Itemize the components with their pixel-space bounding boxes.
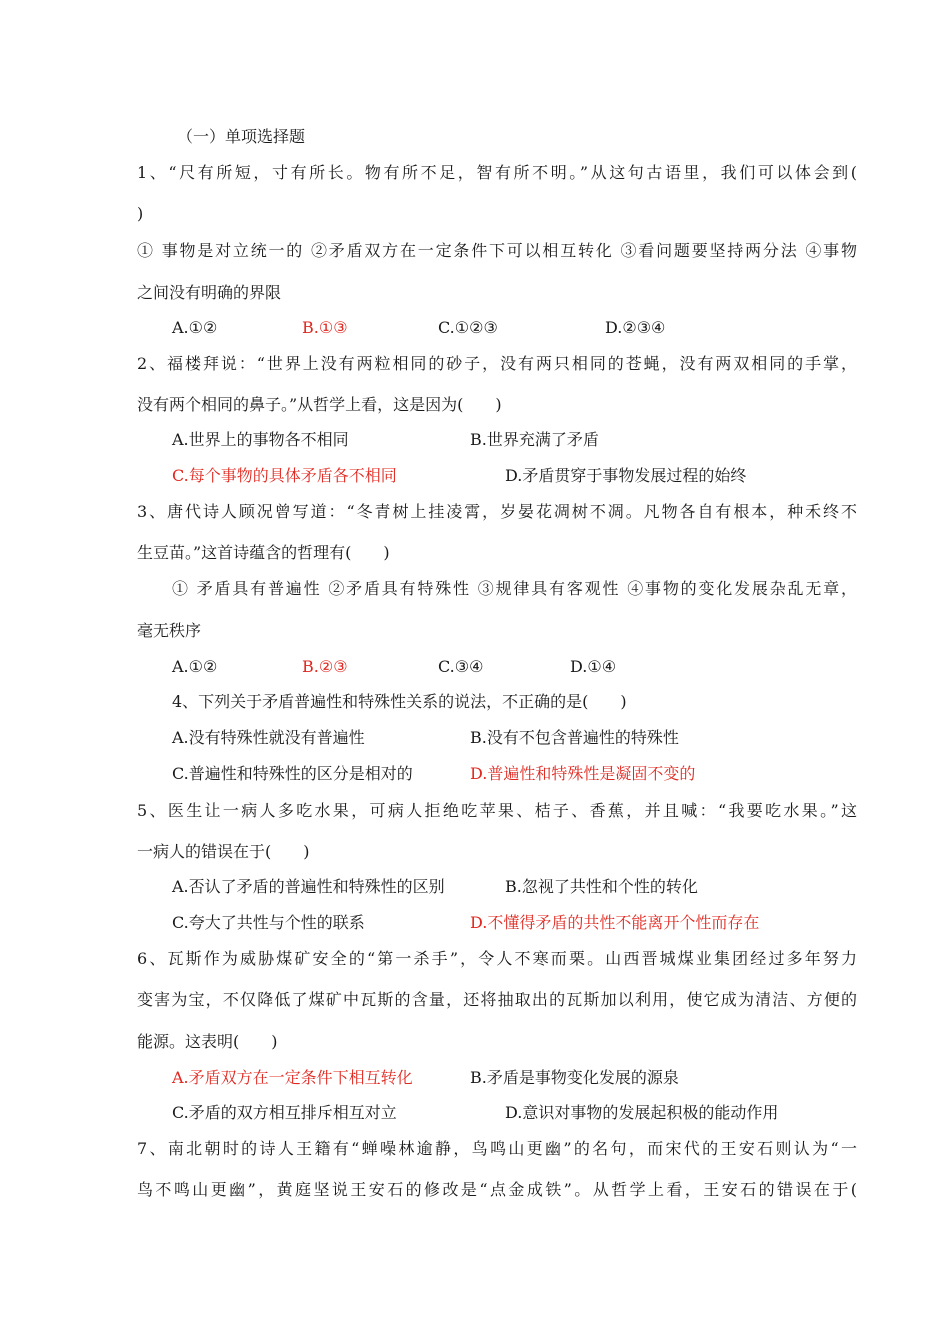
question-4-option-a: A.没有特殊性就没有普遍性	[172, 728, 365, 747]
question-3-statements-line-2: 毫无秩序	[137, 621, 202, 640]
question-2-option-c-answer: C.每个事物的具体矛盾各不相同	[172, 466, 397, 485]
question-4-option-d-answer: D.普遍性和特殊性是凝固不变的	[470, 764, 696, 783]
question-4-stem: 4、下列关于矛盾普遍性和特殊性关系的说法，不正确的是( )	[172, 692, 627, 711]
question-3-statements-line-1: ① 矛盾具有普遍性 ②矛盾具有特殊性 ③规律具有客观性 ④事物的变化发展杂乱无章，	[172, 579, 857, 598]
question-6-stem-line-2: 变害为宝，不仅降低了煤矿中瓦斯的含量，还将抽取出的瓦斯加以利用，使它成为清洁、方便的	[137, 990, 857, 1009]
question-2-option-a: A.世界上的事物各不相同	[172, 430, 349, 449]
question-3-option-c: C.③④	[438, 657, 484, 676]
question-4-option-c: C.普遍性和特殊性的区分是相对的	[172, 764, 413, 783]
question-5-stem-line-2: 一病人的错误在于( )	[137, 842, 310, 861]
question-2-option-d: D.矛盾贯穿于事物发展过程的始终	[505, 466, 747, 485]
question-6-stem-line-1: 6、瓦斯作为威胁煤矿安全的“第一杀手”，令人不寒而栗。山西晋城煤业集团经过多年努力	[137, 949, 857, 968]
question-7-stem-line-1: 7、南北朝时的诗人王籍有“蝉噪林逾静，鸟鸣山更幽”的名句，而宋代的王安石则认为“一	[137, 1139, 857, 1158]
question-5-option-b: B.忽视了共性和个性的转化	[505, 877, 698, 896]
section-title: （一）单项选择题	[177, 127, 306, 146]
question-1-option-b-answer: B.①③	[302, 318, 348, 337]
question-5-option-d-answer: D.不懂得矛盾的共性不能离开个性而存在	[470, 913, 760, 932]
question-2-stem-line-2: 没有两个相同的鼻子。”从哲学上看，这是因为( )	[137, 395, 502, 414]
question-5-stem-line-1: 5、医生让一病人多吃水果，可病人拒绝吃苹果、桔子、香蕉，并且喊：“我要吃水果。”这	[137, 801, 857, 820]
question-6-option-c: C.矛盾的双方相互排斥相互对立	[172, 1103, 397, 1122]
question-6-option-a-answer: A.矛盾双方在一定条件下相互转化	[172, 1068, 413, 1087]
question-5-option-a: A.否认了矛盾的普遍性和特殊性的区别	[172, 877, 445, 896]
question-2-option-b: B.世界充满了矛盾	[470, 430, 599, 449]
question-3-option-d: D.①④	[570, 657, 617, 676]
question-6-stem-line-3: 能源。这表明( )	[137, 1032, 278, 1051]
question-6-option-b: B.矛盾是事物变化发展的源泉	[470, 1068, 679, 1087]
question-1-option-c: C.①②③	[438, 318, 498, 337]
question-4-option-b: B.没有不包含普遍性的特殊性	[470, 728, 679, 747]
question-7-stem-line-2: 鸟不鸣山更幽”，黄庭坚说王安石的修改是“点金成铁”。从哲学上看，王安石的错误在于(	[137, 1180, 857, 1199]
question-1-stem-line-1: 1、“尺有所短，寸有所长。物有所不足，智有所不明。”从这句古语里，我们可以体会到(	[137, 163, 857, 182]
question-5-option-c: C.夸大了共性与个性的联系	[172, 913, 365, 932]
question-3-stem-line-1: 3、唐代诗人顾况曾写道：“冬青树上挂凌霄，岁晏花凋树不凋。凡物各自有根本，种禾终不	[137, 502, 857, 521]
question-1-stem-line-2: )	[137, 204, 144, 223]
question-1-statements-line-1: ① 事物是对立统一的 ②矛盾双方在一定条件下可以相互转化 ③看问题要坚持两分法 ④事物	[137, 241, 857, 260]
question-3-stem-line-2: 生豆苗。”这首诗蕴含的哲理有( )	[137, 543, 390, 562]
question-1-option-d: D.②③④	[605, 318, 666, 337]
question-2-stem-line-1: 2、福楼拜说：“世界上没有两粒相同的砂子，没有两只相同的苍蝇，没有两双相同的手掌，	[137, 354, 857, 373]
question-1-statements-line-2: 之间没有明确的界限	[137, 283, 282, 302]
question-1-option-a: A.①②	[172, 318, 218, 337]
question-3-option-b-answer: B.②③	[302, 657, 348, 676]
question-3-option-a: A.①②	[172, 657, 218, 676]
question-6-option-d: D.意识对事物的发展起积极的能动作用	[505, 1103, 779, 1122]
